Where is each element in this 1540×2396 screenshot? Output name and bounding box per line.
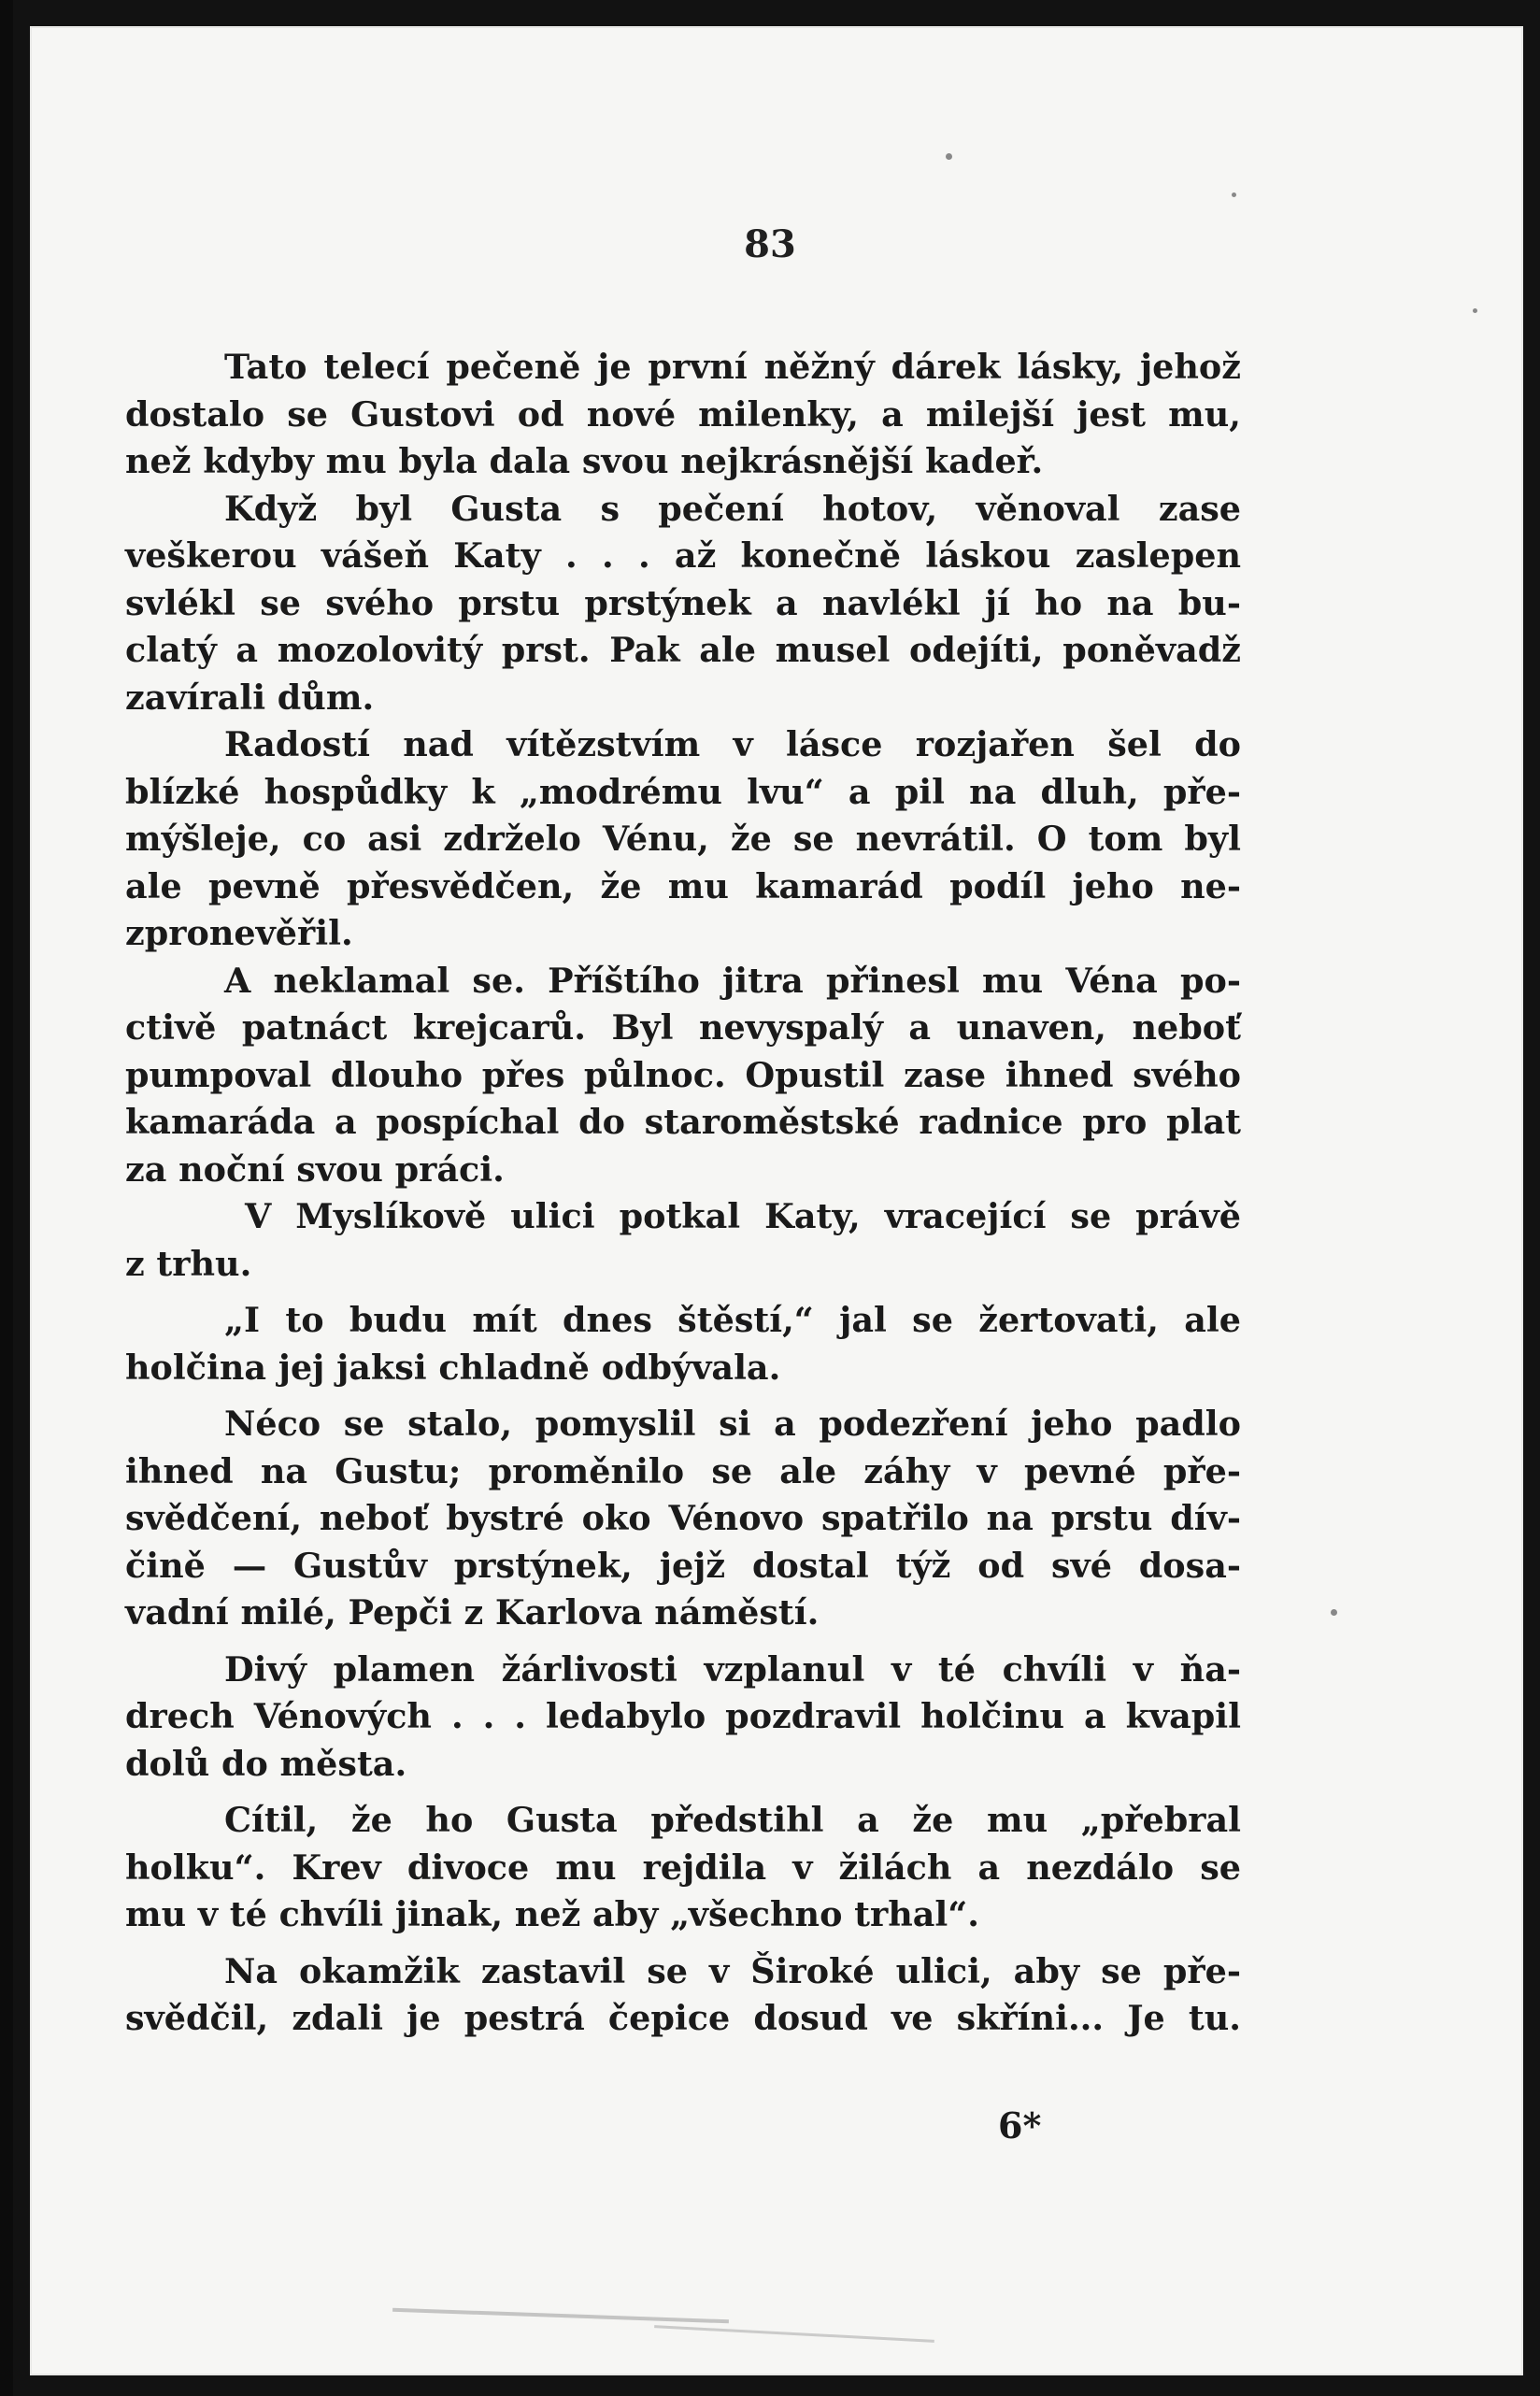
text-line: svědčil, zdali je pestrá čepice dosud ve skříni... Je tu. [125,1998,1241,2038]
text-line: z trhu. [125,1243,252,1284]
text-line: čině — Gustův prstýnek, jejž dostal týž od své dosa- [125,1545,1241,1586]
text-line: „I to budu mít dnes štěstí,“ jal se žertovati, ale [224,1300,1241,1340]
body-text [125,344,1241,2043]
paper-speck [946,153,952,160]
text-line: svlékl se svého prstu prstýnek a navlékl jí ho na bu- [125,582,1241,623]
text-line: dolů do města. [125,1743,407,1784]
text-line: ctivě patnáct krejcarů. Byl nevyspalý a unaven, neboť [125,1007,1241,1048]
text-line: Radostí nad vítězstvím v lásce rozjařen šel do [224,724,1241,764]
text-line: než kdyby mu byla dala svou nejkrásnější kadeř. [125,441,1044,481]
text-line: mýšleje, co asi zdrželo Vénu, že se nevrátil. O tom byl [125,819,1241,859]
text-line: Tato telecí pečeně je první něžný dárek lásky, jehož [224,347,1241,387]
paper-speck [1232,193,1236,197]
text-line: clatý a mozolovitý prst. Pak ale musel odejíti, poněvadž [125,630,1241,670]
text-line: mu v té chvíli jinak, než aby „všechno trhal“. [125,1894,979,1934]
text-line: pumpoval dlouho přes půlnoc. Opustil zase ihned svého [125,1054,1241,1095]
text-line: ale pevně přesvědčen, že mu kamarád podíl jeho ne- [125,865,1241,906]
text-line: kamaráda a pospíchal do staroměstské radnice pro plat [125,1102,1241,1142]
text-line: Cítil, že ho Gusta předstihl a že mu „přebral [224,1800,1241,1840]
text-line: ihned na Gustu; proměnilo se ale záhy v pevné pře- [125,1450,1241,1491]
paper-speck [1331,1609,1337,1616]
text-line: zavírali dům. [125,677,375,718]
paper-speck [1473,308,1477,313]
text-line: holku“. Krev divoce mu rejdila v žilách a nezdálo se [125,1847,1241,1888]
text-line: zpronevěřil. [125,913,353,953]
text-line: za noční svou práci. [125,1148,505,1190]
paragraph-gap [125,1939,1241,1948]
paragraph-gap [125,1637,1241,1647]
text-line: Divý plamen žárlivosti vzplanul v té chvíli v ňa- [224,1648,1241,1690]
text-line: dostalo se Gustovi od nové milenky, a milejší jest mu, [125,393,1241,435]
text-line: Néco se stalo, pomyslil si a podezření jeho padlo [224,1404,1241,1444]
text-line: blízké hospůdky k „modrému lvu“ a pil na dluh, pře- [125,771,1241,812]
paragraph-gap [125,1288,1241,1297]
text-line: drech Vénových . . . ledabylo pozdravil holčinu a kvapil [125,1696,1241,1736]
text-line: svědčení, neboť bystré oko Vénovo spatřilo na prstu dív- [125,1498,1241,1538]
text-line: A neklamal se. Příštího jitra přinesl mu Véna po- [224,960,1241,1001]
text-line: holčina jej jaksi chladně odbývala. [125,1347,781,1388]
paragraph-gap [125,1391,1241,1401]
page-left-edge [0,0,13,2396]
text-line: veškerou vášeň Katy . . . až konečně láskou zaslepen [125,535,1241,576]
text-line: Na okamžik zastavil se v Široké ulici, aby se pře- [224,1950,1241,1991]
signature-mark: 6* [998,2104,1042,2146]
text-line: Když byl Gusta s pečení hotov, věnoval zase [224,488,1241,529]
page-number: 83 [744,222,796,266]
text-line: V Myslíkově ulici potkal Katy, vracející se právě [245,1196,1241,1236]
text-line: vadní milé, Pepči z Karlova náměstí. [125,1592,820,1633]
paragraph-gap [125,1788,1241,1797]
